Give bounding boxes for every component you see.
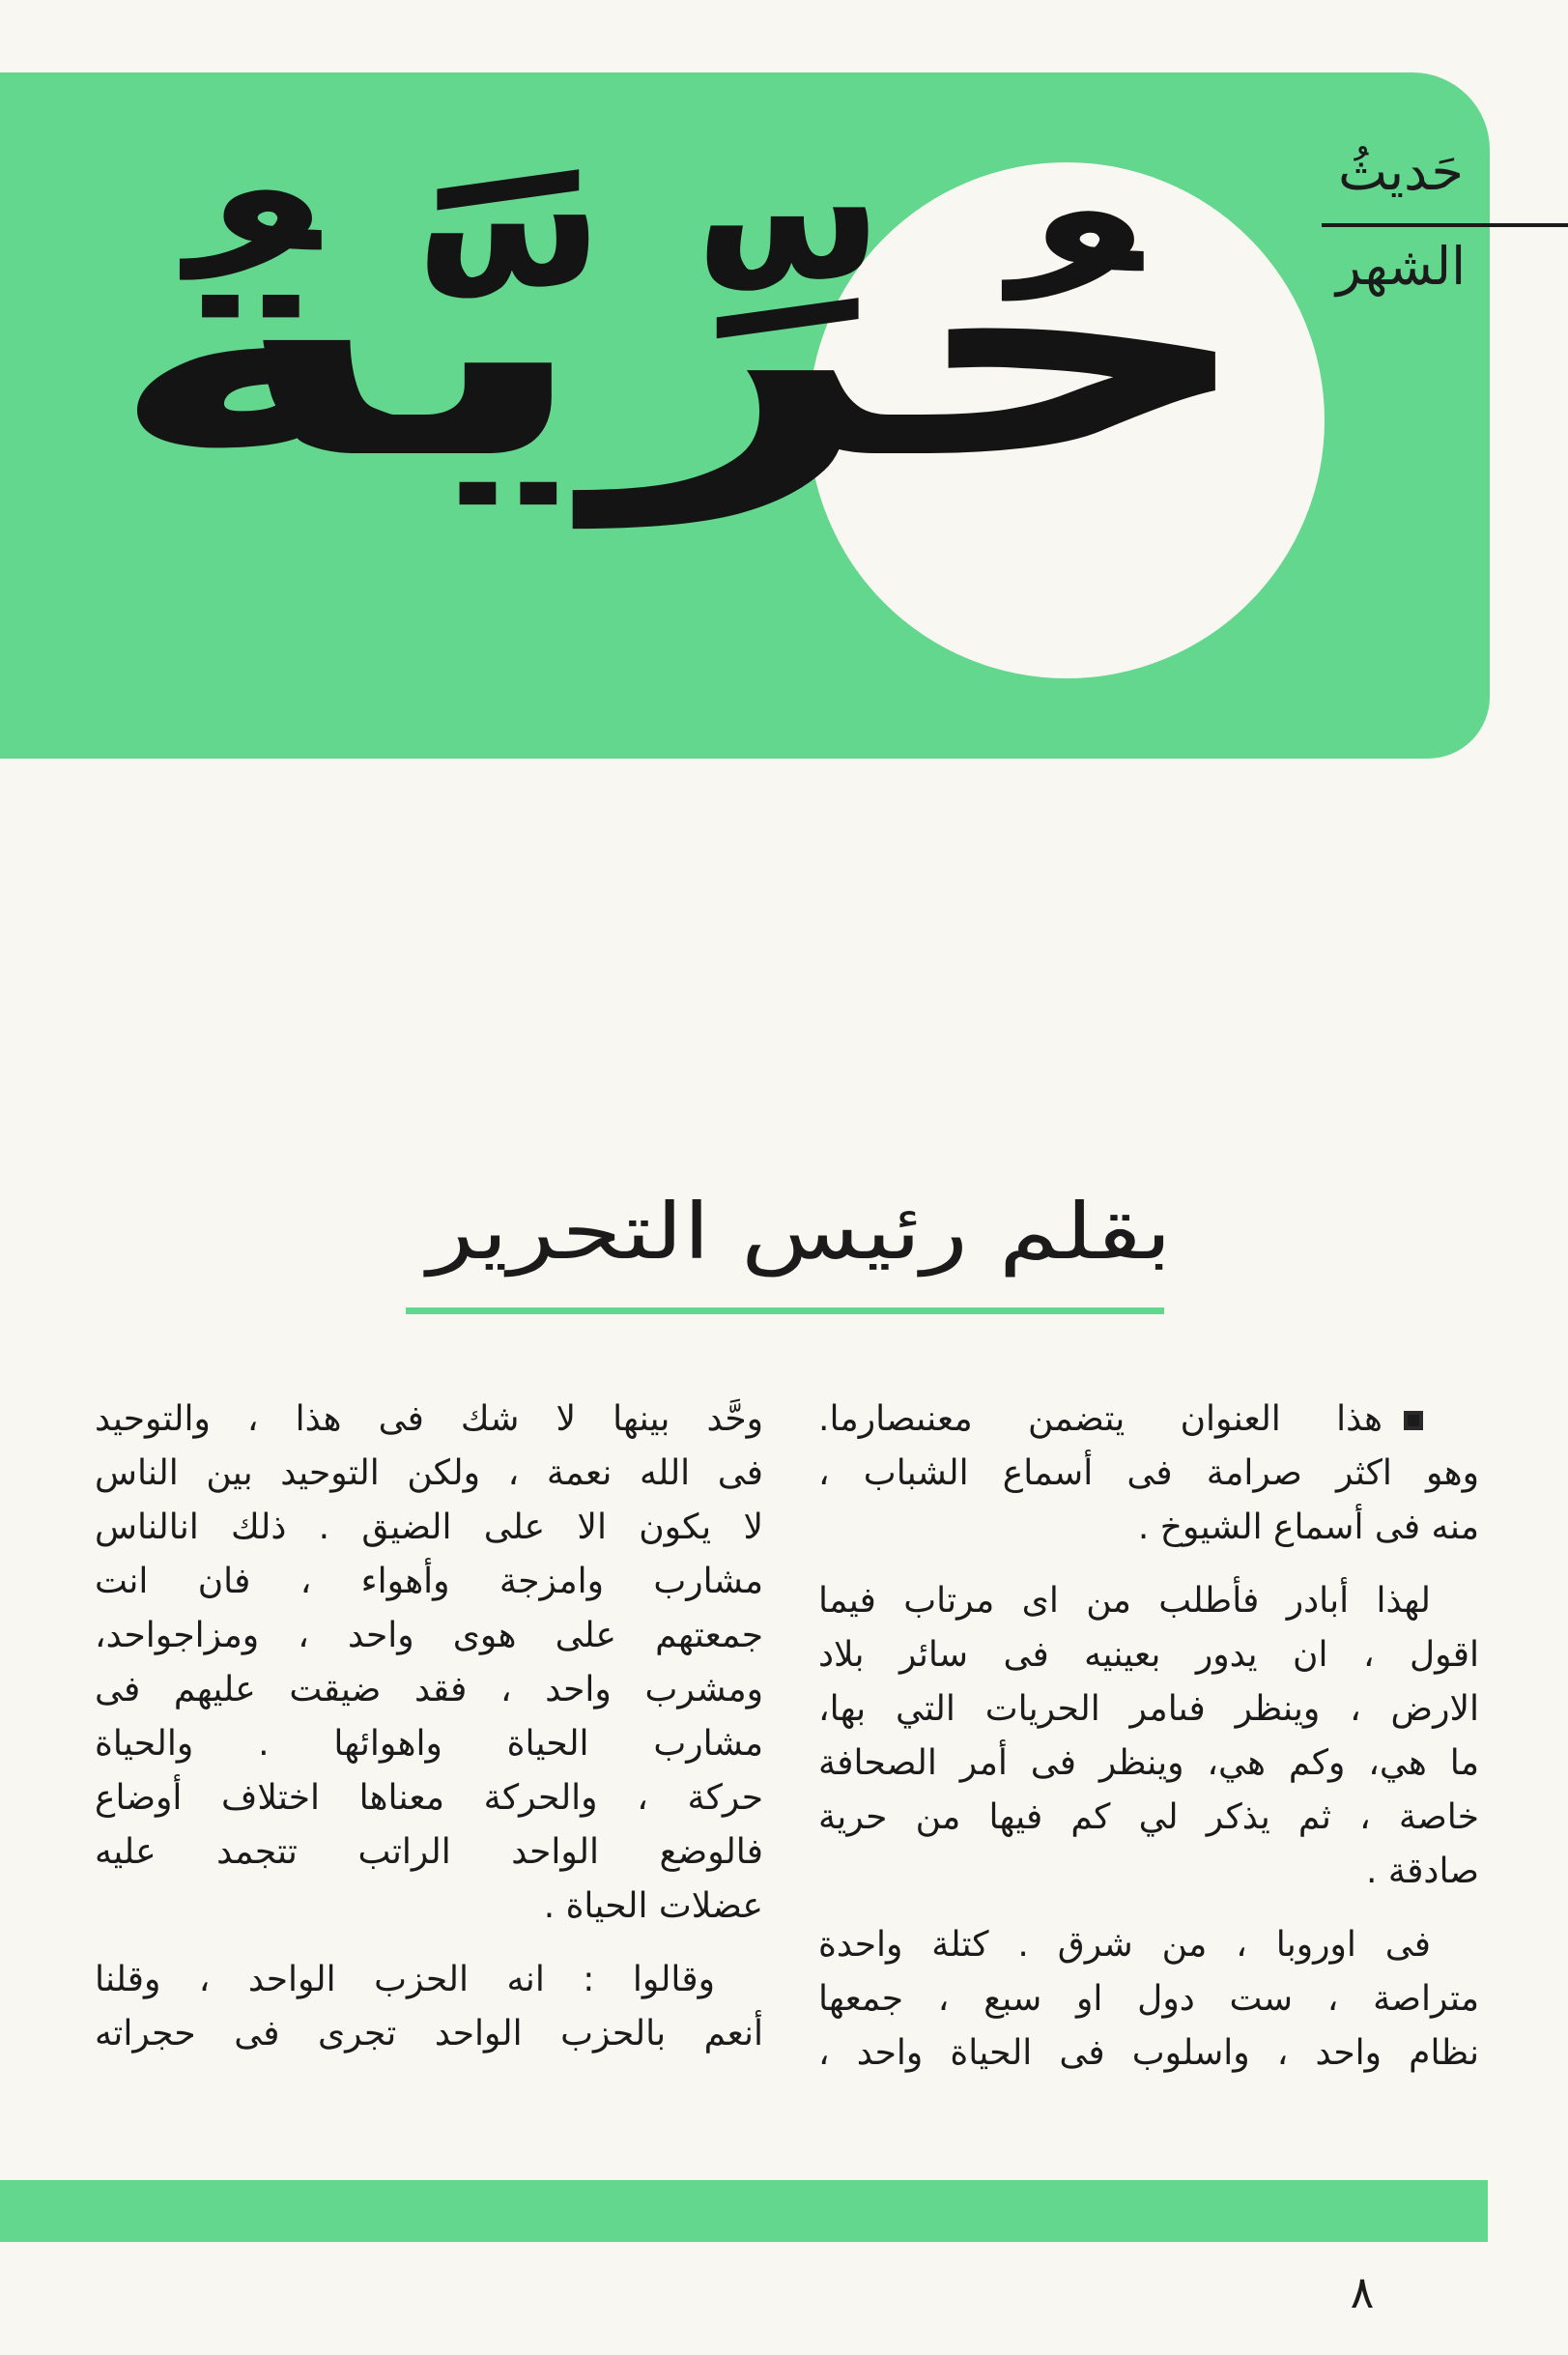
text-line: مشارب وامزجة وأهواء ، فان انت [95, 1562, 763, 1601]
text-line: منه فى أسماع الشيوخ . [1137, 1508, 1479, 1547]
text-line: ما هي، وكم هي، وينظر فى أمر الصحافة [818, 1743, 1479, 1783]
text-line: ومشرب واحد ، فقد ضيقت عليهم فى [95, 1670, 763, 1709]
text-line: وقالوا : انه الحزب الواحد ، وقلنا [95, 1960, 715, 1999]
page-number: ٨ [1350, 2266, 1375, 2318]
paragraph [818, 1574, 1479, 1899]
paragraph [818, 1918, 1479, 2081]
text-line: جمعتهم على هوى واحد ، ومزاجواحد، [95, 1616, 763, 1655]
footer-bar [0, 2180, 1488, 2242]
text-line: الارض ، وينظر فىامر الحريات التي بها، [818, 1689, 1479, 1729]
text-line: فالوضع الواحد الراتب تتجمد عليه [95, 1832, 763, 1872]
text-line: لهذا أبادر فأطلب من اى مرتاب فيما [818, 1581, 1431, 1621]
text-line: فى الله نعمة ، ولكن التوحيد بين الناس [95, 1453, 763, 1493]
text-line: صادقة . [1366, 1852, 1479, 1891]
series-divider [1322, 223, 1568, 227]
black-square-icon [1404, 1411, 1423, 1430]
text-line: أنعم بالحزب الواحد تجرى فى حجراته [95, 2014, 763, 2053]
text-line: مشارب الحياة واهوائها . والحياة [95, 1724, 763, 1764]
article-column-right [818, 1393, 1479, 2100]
text-line: عضلات الحياة . [543, 1886, 763, 1926]
paragraph [818, 1393, 1479, 1555]
text-line: وحَّد بينها لا شك فى هذا ، والتوحيد [95, 1399, 763, 1439]
series-label-line1: حَديثُ [1338, 141, 1464, 202]
title-container [103, 167, 1263, 534]
article-column-left [95, 1393, 763, 2081]
series-label-line2: الشهر [1335, 236, 1467, 297]
text-line: لا يكون الا على الضيق . ذلك انالناس [95, 1508, 763, 1547]
paragraph [95, 1953, 763, 2061]
byline-heading: بقلم رئيس التحرير [427, 1187, 1173, 1277]
text-line: فى اوروبا ، من شرق . كتلة واحدة [818, 1925, 1431, 1965]
text-line-content: هذا العنوان يتضمن معنىصارما. [818, 1399, 1383, 1439]
text-line: وهو اكثر صرامة فى أسماع الشباب ، [818, 1453, 1479, 1493]
byline-underline [406, 1307, 1164, 1314]
paragraph [95, 1393, 763, 1934]
text-line: حركة ، والحركة معناها اختلاف أوضاع [95, 1778, 763, 1818]
text-line: خاصة ، ثم يذكر لي كم فيها من حرية [818, 1797, 1479, 1837]
text-line [818, 1393, 1479, 1447]
byline-container [413, 1187, 1186, 1277]
text-line: متراصة ، ست دول او سبع ، جمعها [818, 1979, 1479, 2019]
text-line: اقول ، ان يدور بعينيه فى سائر بلاد [818, 1635, 1479, 1675]
page-title: حُرِّيَّةُ [104, 167, 1262, 527]
text-line: نظام واحد ، واسلوب فى الحياة واحد ، [818, 2033, 1479, 2073]
